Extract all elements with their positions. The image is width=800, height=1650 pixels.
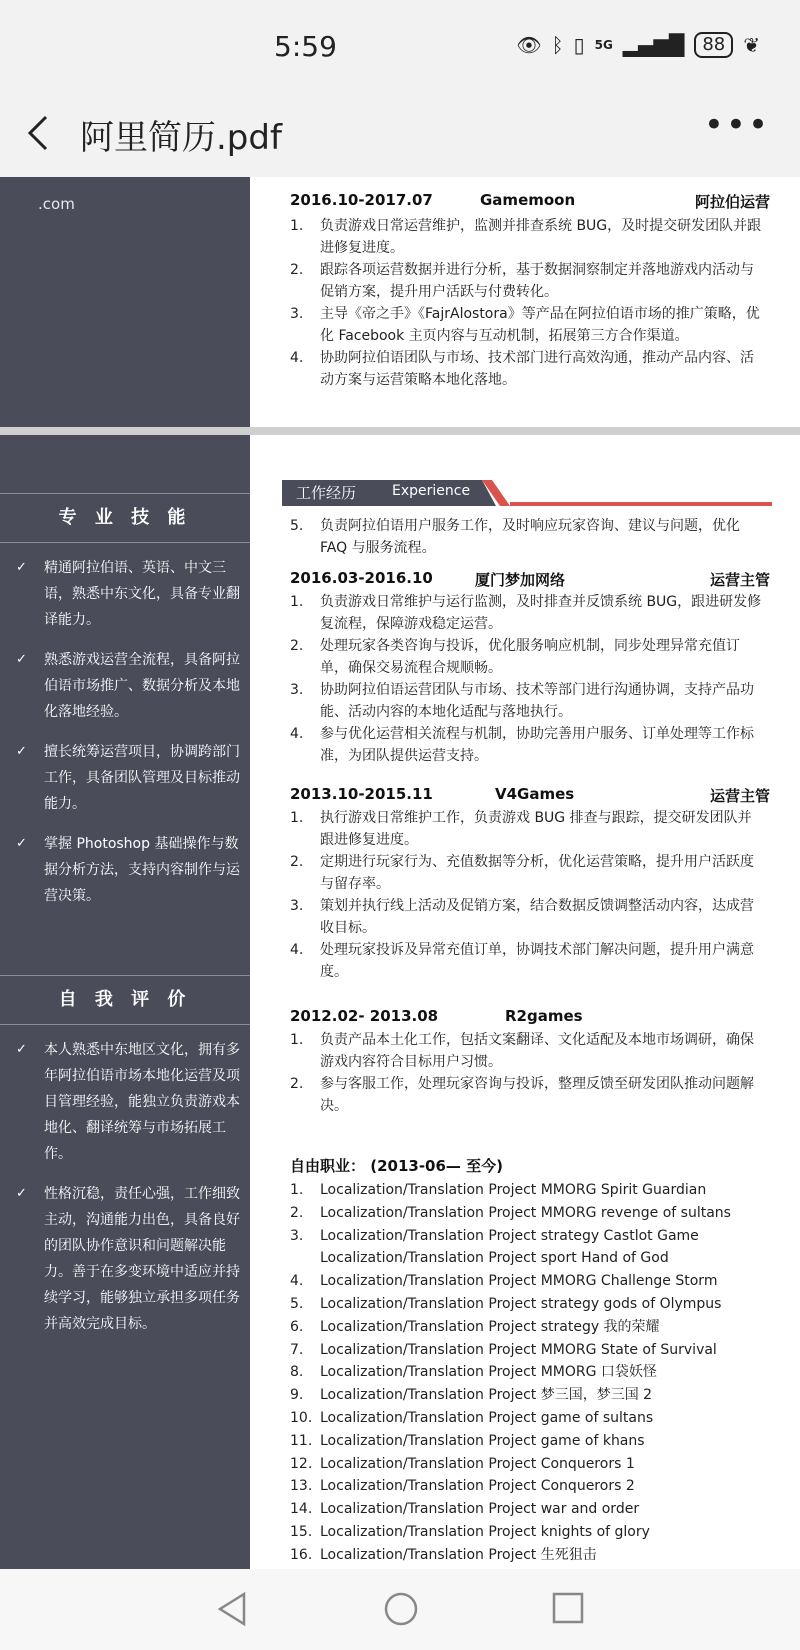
list-item: 2. 参与客服工作，处理玩家咨询与投诉，整理反馈至研发团队推动问题解决。 xyxy=(290,1076,754,1114)
list-item: 5. Localization/Translation Project strategy gods of Olympus xyxy=(290,1295,722,1312)
nav-recent-icon[interactable] xyxy=(551,1591,585,1629)
list-item: 1. Localization/Translation Project MMORG Spirit Guardian xyxy=(290,1182,707,1198)
list-item: 2. 处理玩家各类咨询与投诉，优化服务响应机制，同步处理异常充值订单，确保交易流程合规顺畅。 xyxy=(290,638,740,676)
vibrate-icon: ▯ xyxy=(573,33,585,57)
status-bar xyxy=(0,0,800,95)
bluetooth-icon: ᛒ xyxy=(551,33,564,57)
job-role: 运营主管 xyxy=(709,787,770,805)
list-item: ✓ 精通阿拉伯语、英语、中文三语，熟悉中东文化，具备专业翻译能力。 xyxy=(16,555,241,633)
list-item: ✓ 熟悉游戏运营全流程，具备阿拉伯语市场推广、数据分析及本地化落地经验。 xyxy=(16,647,241,725)
freelance-list xyxy=(290,1179,780,1567)
job-company: V4Games xyxy=(495,785,575,803)
signal-icon: ▂▄▆█ xyxy=(622,33,685,57)
list-item: 4. 处理玩家投诉及异常充值订单，协调技术部门解决问题，提升用户满意度。 xyxy=(290,942,754,980)
page-separator xyxy=(0,427,800,435)
pdf-page-2[interactable] xyxy=(0,435,800,1569)
list-item: 4. 参与优化运营相关流程与机制，协助完善用户服务、订单处理等工作标准，为团队提供运营支持。 xyxy=(290,726,754,764)
sidebar xyxy=(0,177,250,427)
job-role: 运营主管 xyxy=(709,571,770,589)
list-item: 15. Localization/Translation Project knights of glory xyxy=(290,1523,650,1540)
more-icon[interactable]: ••• xyxy=(703,105,770,145)
job-items xyxy=(290,1029,765,1117)
list-item: ✓ 掌握 Photoshop 基础操作与数据分析方法，支持内容制作与运营决策。 xyxy=(16,831,241,909)
list-item: 2. 跟踪各项运营数据并进行分析，基于数据洞察制定并落地游戏内活动与促销方案，提升用户活跃与付费转化。 xyxy=(290,262,754,300)
list-item: 10. Localization/Translation Project game of sultans xyxy=(290,1409,654,1426)
job-role: 阿拉伯运营 xyxy=(694,193,770,211)
job-date: 2016.03-2016.10 xyxy=(290,569,433,587)
check-icon: ✓ xyxy=(16,1186,27,1201)
list-item: 4. 协助阿拉伯语团队与市场、技术部门进行高效沟通，推动产品内容、活动方案与运营策略本地化落地。 xyxy=(290,350,754,388)
system-nav-bar xyxy=(0,1569,800,1650)
job-date: 2013.10-2015.11 xyxy=(290,785,433,803)
skills-heading: 专 业 技 能 xyxy=(0,493,250,543)
list-item: 1. 执行游戏日常维护工作，负责游戏 BUG 排查与跟踪，提交研发团队并跟进修复进度。 xyxy=(290,810,752,848)
list-item: 3. 协助阿拉伯语运营团队与市场、技术等部门进行沟通协调，支持产品功能、活动内容的本地化适配与落地执行。 xyxy=(290,682,754,720)
list-item: 3. Localization/Translation Project strategy Castlot Game Localization/Translation Project sport Hand of God xyxy=(290,1227,699,1267)
job-items xyxy=(290,591,765,767)
list-item: 4. Localization/Translation Project MMORG Challenge Storm xyxy=(290,1273,718,1290)
list-item: 13. Localization/Translation Project Conquerors 2 xyxy=(290,1478,635,1495)
check-icon: ✓ xyxy=(16,652,27,667)
list-item: 2. Localization/Translation Project MMORG revenge of sultans xyxy=(290,1204,731,1221)
job-items xyxy=(290,807,765,983)
evaluation-list xyxy=(16,1037,241,1351)
list-item: 1. 负责游戏日常运营维护，监测并排查系统 BUG，及时提交研发团队并跟进修复进度。 xyxy=(290,218,762,256)
check-icon: ✓ xyxy=(16,560,27,575)
list-item: 9. Localization/Translation Project 梦三国，梦三国 2 xyxy=(290,1387,653,1404)
experience-title-en: Experience xyxy=(392,483,471,499)
job-header xyxy=(290,785,770,807)
list-item: 7. Localization/Translation Project MMORG State of Survival xyxy=(290,1341,717,1358)
list-item: ✓ 本人熟悉中东地区文化，拥有多年阿拉伯语市场本地化运营及项目管理经验，能独立负责游戏本地化、翻译统筹与市场拓展工作。 xyxy=(16,1037,241,1167)
job-items xyxy=(290,215,765,391)
job-company: Gamemoon xyxy=(480,191,576,209)
list-item: 12. Localization/Translation Project Conquerors 1 xyxy=(290,1455,635,1472)
nav-home-icon[interactable] xyxy=(383,1591,419,1631)
check-icon: ✓ xyxy=(16,744,27,759)
experience-title-cn: 工作经历 xyxy=(296,484,357,502)
document-title: 阿里简历.pdf xyxy=(80,118,282,158)
freelance-heading: 自由职业： (2013-06— 至今) xyxy=(290,1157,504,1175)
list-item: 14. Localization/Translation Project war and order xyxy=(290,1501,640,1518)
list-item: ✓ 擅长统筹运营项目，协调跨部门工作，具备团队管理及目标推动能力。 xyxy=(16,739,241,817)
list-item: 1. 负责产品本土化工作，包括文案翻译、文化适配及本地市场调研，确保游戏内容符合目标用户习惯。 xyxy=(290,1032,754,1070)
status-time: 5:59 xyxy=(274,30,337,63)
list-item: 11. Localization/Translation Project game of khans xyxy=(290,1432,645,1449)
list-item: ✓ 性格沉稳，责任心强，工作细致主动，沟通能力出色，具备良好的团队协作意识和问题解决能力。善于在多变环境中适应并持续学习，能够独立承担多项任务并高效完成目标。 xyxy=(16,1181,241,1337)
skills-list xyxy=(16,555,241,923)
job-items-continued xyxy=(290,515,765,559)
check-icon: ✓ xyxy=(16,836,27,851)
experience-heading xyxy=(282,480,782,510)
eye-icon: 👁 xyxy=(516,33,542,57)
list-item: 1. 负责游戏日常维护与运行监测，及时排查并反馈系统 BUG，跟进研发修复流程，保障游戏稳定运营。 xyxy=(290,594,762,632)
list-item: 2. 定期进行玩家行为、充值数据等分析，优化运营策略，提升用户活跃度与留存率。 xyxy=(290,854,754,892)
job-company: 厦门梦加网络 xyxy=(475,571,566,589)
sidebar xyxy=(0,435,250,1569)
title-bar xyxy=(0,95,800,177)
battery-indicator: 88 xyxy=(694,32,733,58)
leaf-icon: ❦ xyxy=(743,33,760,57)
job-header xyxy=(290,569,770,591)
job-date: 2012.02- 2013.08 xyxy=(290,1007,439,1025)
job-header xyxy=(290,1007,770,1029)
list-item: 5. 负责阿拉伯语用户服务工作，及时响应玩家咨询、建议与问题，优化 FAQ 与服务流程。 xyxy=(290,518,740,556)
check-icon: ✓ xyxy=(16,1042,27,1057)
main-content xyxy=(250,177,800,427)
list-item: 3. 主导《帝之手》《FajrAlostora》等产品在阿拉伯语市场的推广策略，优化 Facebook 主页内容与互动机制，拓展第三方合作渠道。 xyxy=(290,306,760,344)
pdf-page-1[interactable] xyxy=(0,177,800,427)
chevron-left-icon[interactable] xyxy=(26,113,50,163)
job-date: 2016.10-2017.07 xyxy=(290,191,433,209)
status-icons xyxy=(516,32,760,58)
list-item: 8. Localization/Translation Project MMORG 口袋妖怪 xyxy=(290,1364,657,1381)
job-company: R2games xyxy=(505,1007,583,1025)
evaluation-heading: 自 我 评 价 xyxy=(0,975,250,1025)
network-label: 5G xyxy=(594,38,613,52)
nav-back-icon[interactable] xyxy=(216,1591,248,1631)
list-item: 3. 策划并执行线上活动及促销方案，结合数据反馈调整活动内容，达成营收目标。 xyxy=(290,898,754,936)
list-item: 16. Localization/Translation Project 生死狙击 xyxy=(290,1546,597,1563)
list-item: 6. Localization/Translation Project strategy 我的荣耀 xyxy=(290,1318,660,1335)
email-fragment: .com xyxy=(38,195,75,213)
main-content xyxy=(250,435,800,1569)
job-header xyxy=(290,191,770,213)
